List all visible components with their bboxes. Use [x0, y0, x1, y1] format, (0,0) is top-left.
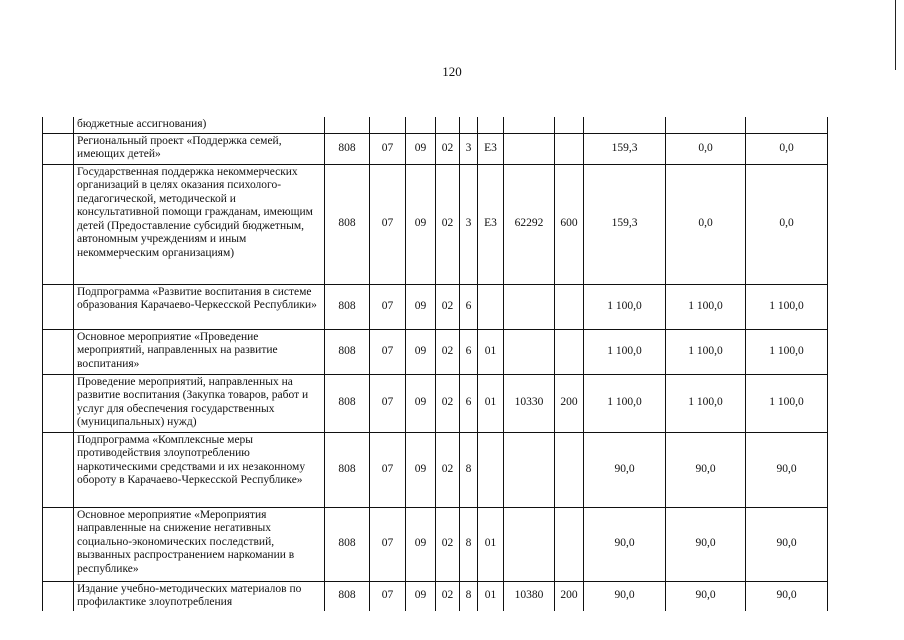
row-dir-cell: [504, 432, 555, 507]
table-row: [43, 133, 828, 164]
row-dir-cell: [504, 117, 555, 133]
row-rz-cell: 07: [370, 329, 406, 374]
row-pp-cell: 3: [460, 133, 478, 164]
row-y1-cell: 90,0: [584, 507, 666, 581]
row-y3-cell: 0,0: [746, 164, 828, 284]
page-number: 120: [442, 64, 462, 79]
row-pr-cell: 09: [406, 164, 436, 284]
table-row: [43, 329, 828, 374]
row-y3-cell: 1 100,0: [746, 329, 828, 374]
table-row: [43, 117, 828, 133]
row-om-cell: Е3: [478, 164, 504, 284]
row-om-cell: 01: [478, 507, 504, 581]
row-pp-cell: 8: [460, 581, 478, 611]
budget-table: [42, 117, 828, 611]
row-y2-cell: 90,0: [666, 432, 746, 507]
row-ved-cell: 808: [325, 581, 370, 611]
row-y3-cell: 90,0: [746, 432, 828, 507]
table-row: [43, 581, 828, 611]
row-om-cell: 01: [478, 374, 504, 432]
row-pr-cell: 09: [406, 284, 436, 329]
row-y2-cell: [666, 117, 746, 133]
row-name-cell: Государственная поддержка некоммерческих организаций в целях оказания психолого-педагогической, методической и консультативной помощи гражданам, имеющим детей (Предоставление субсидий бюджетным, автономным учреждениям и иным некоммерческим организациям): [74, 164, 325, 284]
row-vr-cell: [555, 432, 584, 507]
row-om-cell: [478, 117, 504, 133]
row-blank-cell: [43, 133, 74, 164]
row-vr-cell: [555, 133, 584, 164]
row-blank-cell: [43, 284, 74, 329]
row-y3-cell: 90,0: [746, 581, 828, 611]
row-om-cell: Е3: [478, 133, 504, 164]
row-pp-cell: [460, 117, 478, 133]
row-gp-cell: 02: [436, 284, 460, 329]
row-ved-cell: 808: [325, 432, 370, 507]
row-rz-cell: 07: [370, 374, 406, 432]
row-vr-cell: 200: [555, 374, 584, 432]
row-ved-cell: 808: [325, 329, 370, 374]
row-ved-cell: 808: [325, 133, 370, 164]
row-y1-cell: 1 100,0: [584, 284, 666, 329]
row-vr-cell: [555, 284, 584, 329]
row-ved-cell: 808: [325, 284, 370, 329]
row-y2-cell: 90,0: [666, 581, 746, 611]
row-ved-cell: [325, 117, 370, 133]
row-y3-cell: [746, 117, 828, 133]
row-vr-cell: 600: [555, 164, 584, 284]
row-ved-cell: 808: [325, 164, 370, 284]
row-dir-cell: [504, 133, 555, 164]
row-rz-cell: 07: [370, 432, 406, 507]
row-vr-cell: 200: [555, 581, 584, 611]
row-pp-cell: 6: [460, 374, 478, 432]
row-y2-cell: 1 100,0: [666, 284, 746, 329]
row-pp-cell: 8: [460, 432, 478, 507]
row-pr-cell: 09: [406, 432, 436, 507]
row-rz-cell: 07: [370, 133, 406, 164]
row-blank-cell: [43, 507, 74, 581]
row-y1-cell: 90,0: [584, 581, 666, 611]
row-name-cell: Основное мероприятие «Мероприятия направленные на снижение негативных социально-экономических последствий, вызванных распространением наркомании в республике»: [74, 507, 325, 581]
row-y1-cell: 90,0: [584, 432, 666, 507]
row-name-cell: бюджетные ассигнования): [74, 117, 325, 133]
row-pr-cell: 09: [406, 329, 436, 374]
row-name-cell: Основное мероприятие «Проведение мероприятий, направленных на развитие воспитания»: [74, 329, 325, 374]
row-gp-cell: 02: [436, 133, 460, 164]
row-blank-cell: [43, 164, 74, 284]
row-pp-cell: 6: [460, 284, 478, 329]
row-om-cell: [478, 432, 504, 507]
row-vr-cell: [555, 329, 584, 374]
row-y1-cell: 1 100,0: [584, 374, 666, 432]
row-vr-cell: [555, 117, 584, 133]
row-rz-cell: 07: [370, 581, 406, 611]
row-y3-cell: 1 100,0: [746, 374, 828, 432]
table-row: [43, 164, 828, 284]
row-blank-cell: [43, 581, 74, 611]
row-gp-cell: [436, 117, 460, 133]
row-y2-cell: 90,0: [666, 507, 746, 581]
row-y2-cell: 0,0: [666, 133, 746, 164]
row-vr-cell: [555, 507, 584, 581]
row-gp-cell: 02: [436, 507, 460, 581]
row-pr-cell: 09: [406, 581, 436, 611]
row-y2-cell: 1 100,0: [666, 374, 746, 432]
row-pr-cell: 09: [406, 133, 436, 164]
row-y3-cell: 90,0: [746, 507, 828, 581]
row-y1-cell: 1 100,0: [584, 329, 666, 374]
row-gp-cell: 02: [436, 164, 460, 284]
table-row: [43, 374, 828, 432]
row-y1-cell: [584, 117, 666, 133]
row-blank-cell: [43, 432, 74, 507]
row-om-cell: [478, 284, 504, 329]
row-gp-cell: 02: [436, 581, 460, 611]
row-om-cell: 01: [478, 329, 504, 374]
row-blank-cell: [43, 117, 74, 133]
table-row: [43, 284, 828, 329]
row-y2-cell: 0,0: [666, 164, 746, 284]
row-y3-cell: 0,0: [746, 133, 828, 164]
table-row: [43, 432, 828, 507]
row-name-cell: Подпрограмма «Развитие воспитания в системе образования Карачаево-Черкесской Республики»: [74, 284, 325, 329]
row-dir-cell: 62292: [504, 164, 555, 284]
row-rz-cell: 07: [370, 284, 406, 329]
row-ved-cell: 808: [325, 374, 370, 432]
row-pp-cell: 6: [460, 329, 478, 374]
row-om-cell: 01: [478, 581, 504, 611]
row-gp-cell: 02: [436, 374, 460, 432]
table-row: [43, 507, 828, 581]
row-dir-cell: [504, 329, 555, 374]
row-dir-cell: [504, 284, 555, 329]
row-blank-cell: [43, 329, 74, 374]
row-name-cell: Издание учебно-методических материалов по профилактике злоупотребления: [74, 581, 325, 611]
row-y3-cell: 1 100,0: [746, 284, 828, 329]
row-y2-cell: 1 100,0: [666, 329, 746, 374]
row-ved-cell: 808: [325, 507, 370, 581]
row-rz-cell: 07: [370, 507, 406, 581]
row-dir-cell: [504, 507, 555, 581]
row-y1-cell: 159,3: [584, 133, 666, 164]
row-blank-cell: [43, 374, 74, 432]
row-dir-cell: 10380: [504, 581, 555, 611]
row-y1-cell: 159,3: [584, 164, 666, 284]
row-pr-cell: 09: [406, 507, 436, 581]
row-pr-cell: [406, 117, 436, 133]
row-rz-cell: 07: [370, 164, 406, 284]
row-pp-cell: 8: [460, 507, 478, 581]
row-pr-cell: 09: [406, 374, 436, 432]
row-dir-cell: 10330: [504, 374, 555, 432]
row-pp-cell: 3: [460, 164, 478, 284]
row-name-cell: Подпрограмма «Комплексные меры противодействия злоупотреблению наркотическими средствами и их незаконному обороту в Карачаево-Черкесской Республике»: [74, 432, 325, 507]
row-name-cell: Проведение мероприятий, направленных на развитие воспитания (Закупка товаров, работ и услуг для обеспечения государственных (муниципальных) нужд): [74, 374, 325, 432]
row-gp-cell: 02: [436, 432, 460, 507]
row-name-cell: Региональный проект «Поддержка семей, имеющих детей»: [74, 133, 325, 164]
row-gp-cell: 02: [436, 329, 460, 374]
scan-edge-line: [895, 0, 896, 70]
row-rz-cell: [370, 117, 406, 133]
